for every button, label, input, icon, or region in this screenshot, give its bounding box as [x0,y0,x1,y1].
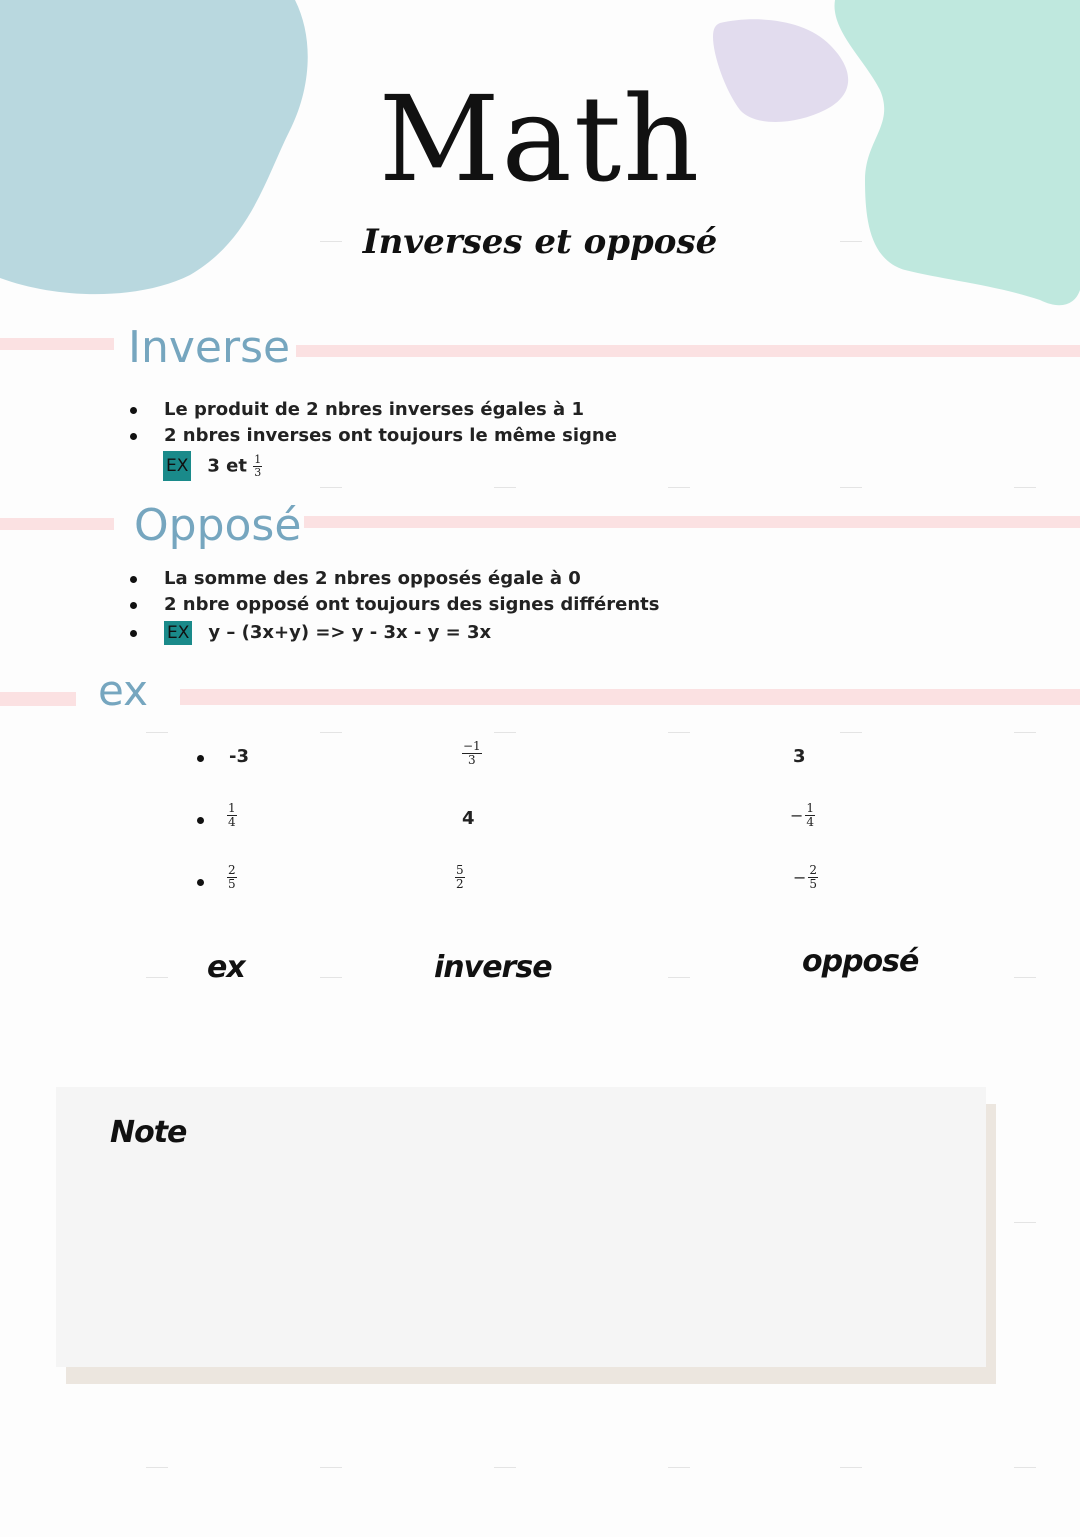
section-divider-left [0,518,114,530]
section-heading-oppose: Opposé [134,500,302,551]
list-item [130,592,850,618]
bullet-icon [197,879,204,886]
section-divider-left [0,338,114,350]
note-label: Note [110,1115,187,1150]
bullet-icon [197,755,204,762]
fraction-numerator: 2 [809,863,818,877]
bullet-icon [130,433,137,440]
minus-sign: − [793,868,807,887]
fraction-denominator: 5 [228,877,236,891]
inverse-example [163,451,262,481]
fraction-numerator: 2 [228,863,236,877]
section-divider-right [296,345,1080,357]
oppose-value-2 [790,802,815,829]
ex-tag: EX [163,451,191,481]
section-heading-ex: ex [98,666,148,715]
bullet-icon [197,817,204,824]
fraction-numerator: 1 [228,801,236,815]
ex-value-3 [227,864,237,891]
list-item-text: 2 nbres inverses ont toujours le même signe [164,425,617,446]
minus-sign: − [790,806,804,825]
section-heading-inverse: Inverse [128,322,291,373]
fraction-denominator: 3 [254,465,262,479]
column-label-ex: ex [207,950,245,985]
column-label-oppose: opposé [802,944,919,979]
page-title: Math [378,70,702,208]
bullet-icon [130,576,137,583]
section-divider-right [180,689,1080,705]
inverse-value-3 [455,864,465,891]
column-label-inverse: inverse [434,950,552,985]
list-item-text: La somme des 2 nbres opposés égale à 0 [164,568,581,589]
list-item [130,397,830,423]
list-item [130,423,830,449]
fraction-denominator: 4 [228,815,236,829]
fraction-denominator: 4 [806,815,815,829]
bullet-icon [130,602,137,609]
fraction-numerator: 1 [806,801,815,815]
fraction [253,454,262,479]
note-box [56,1087,986,1367]
ex-value-1: -3 [229,746,249,767]
fraction-denominator: 3 [468,753,476,767]
fraction-numerator: −1 [463,739,481,753]
oppose-value-1: 3 [793,746,806,767]
list-item-text: 2 nbre opposé ont toujours des signes différents [164,594,660,615]
ex-value-2 [227,802,237,829]
ex-tag: EX [164,621,192,645]
list-item [130,618,850,648]
example-text: 3 et [207,455,247,477]
inverse-bullet-list [130,397,830,449]
bullet-icon [130,407,137,414]
inverse-value-2: 4 [462,808,475,829]
fraction-denominator: 2 [456,877,464,891]
fraction-denominator: 5 [809,877,818,891]
oppose-bullet-list [130,566,850,648]
oppose-value-3 [793,864,818,891]
fraction-numerator: 1 [254,452,262,466]
inverse-value-1 [462,740,482,767]
example-text: y – (3x+y) => y - 3x - y = 3x [208,622,492,643]
section-divider-right [304,516,1080,528]
fraction-numerator: 5 [456,863,464,877]
page-subtitle: Inverses et opposé [362,222,718,262]
list-item [130,566,850,592]
bullet-icon [130,630,137,637]
list-item-text: Le produit de 2 nbres inverses égales à 1 [164,399,584,420]
section-divider-left [0,692,76,706]
